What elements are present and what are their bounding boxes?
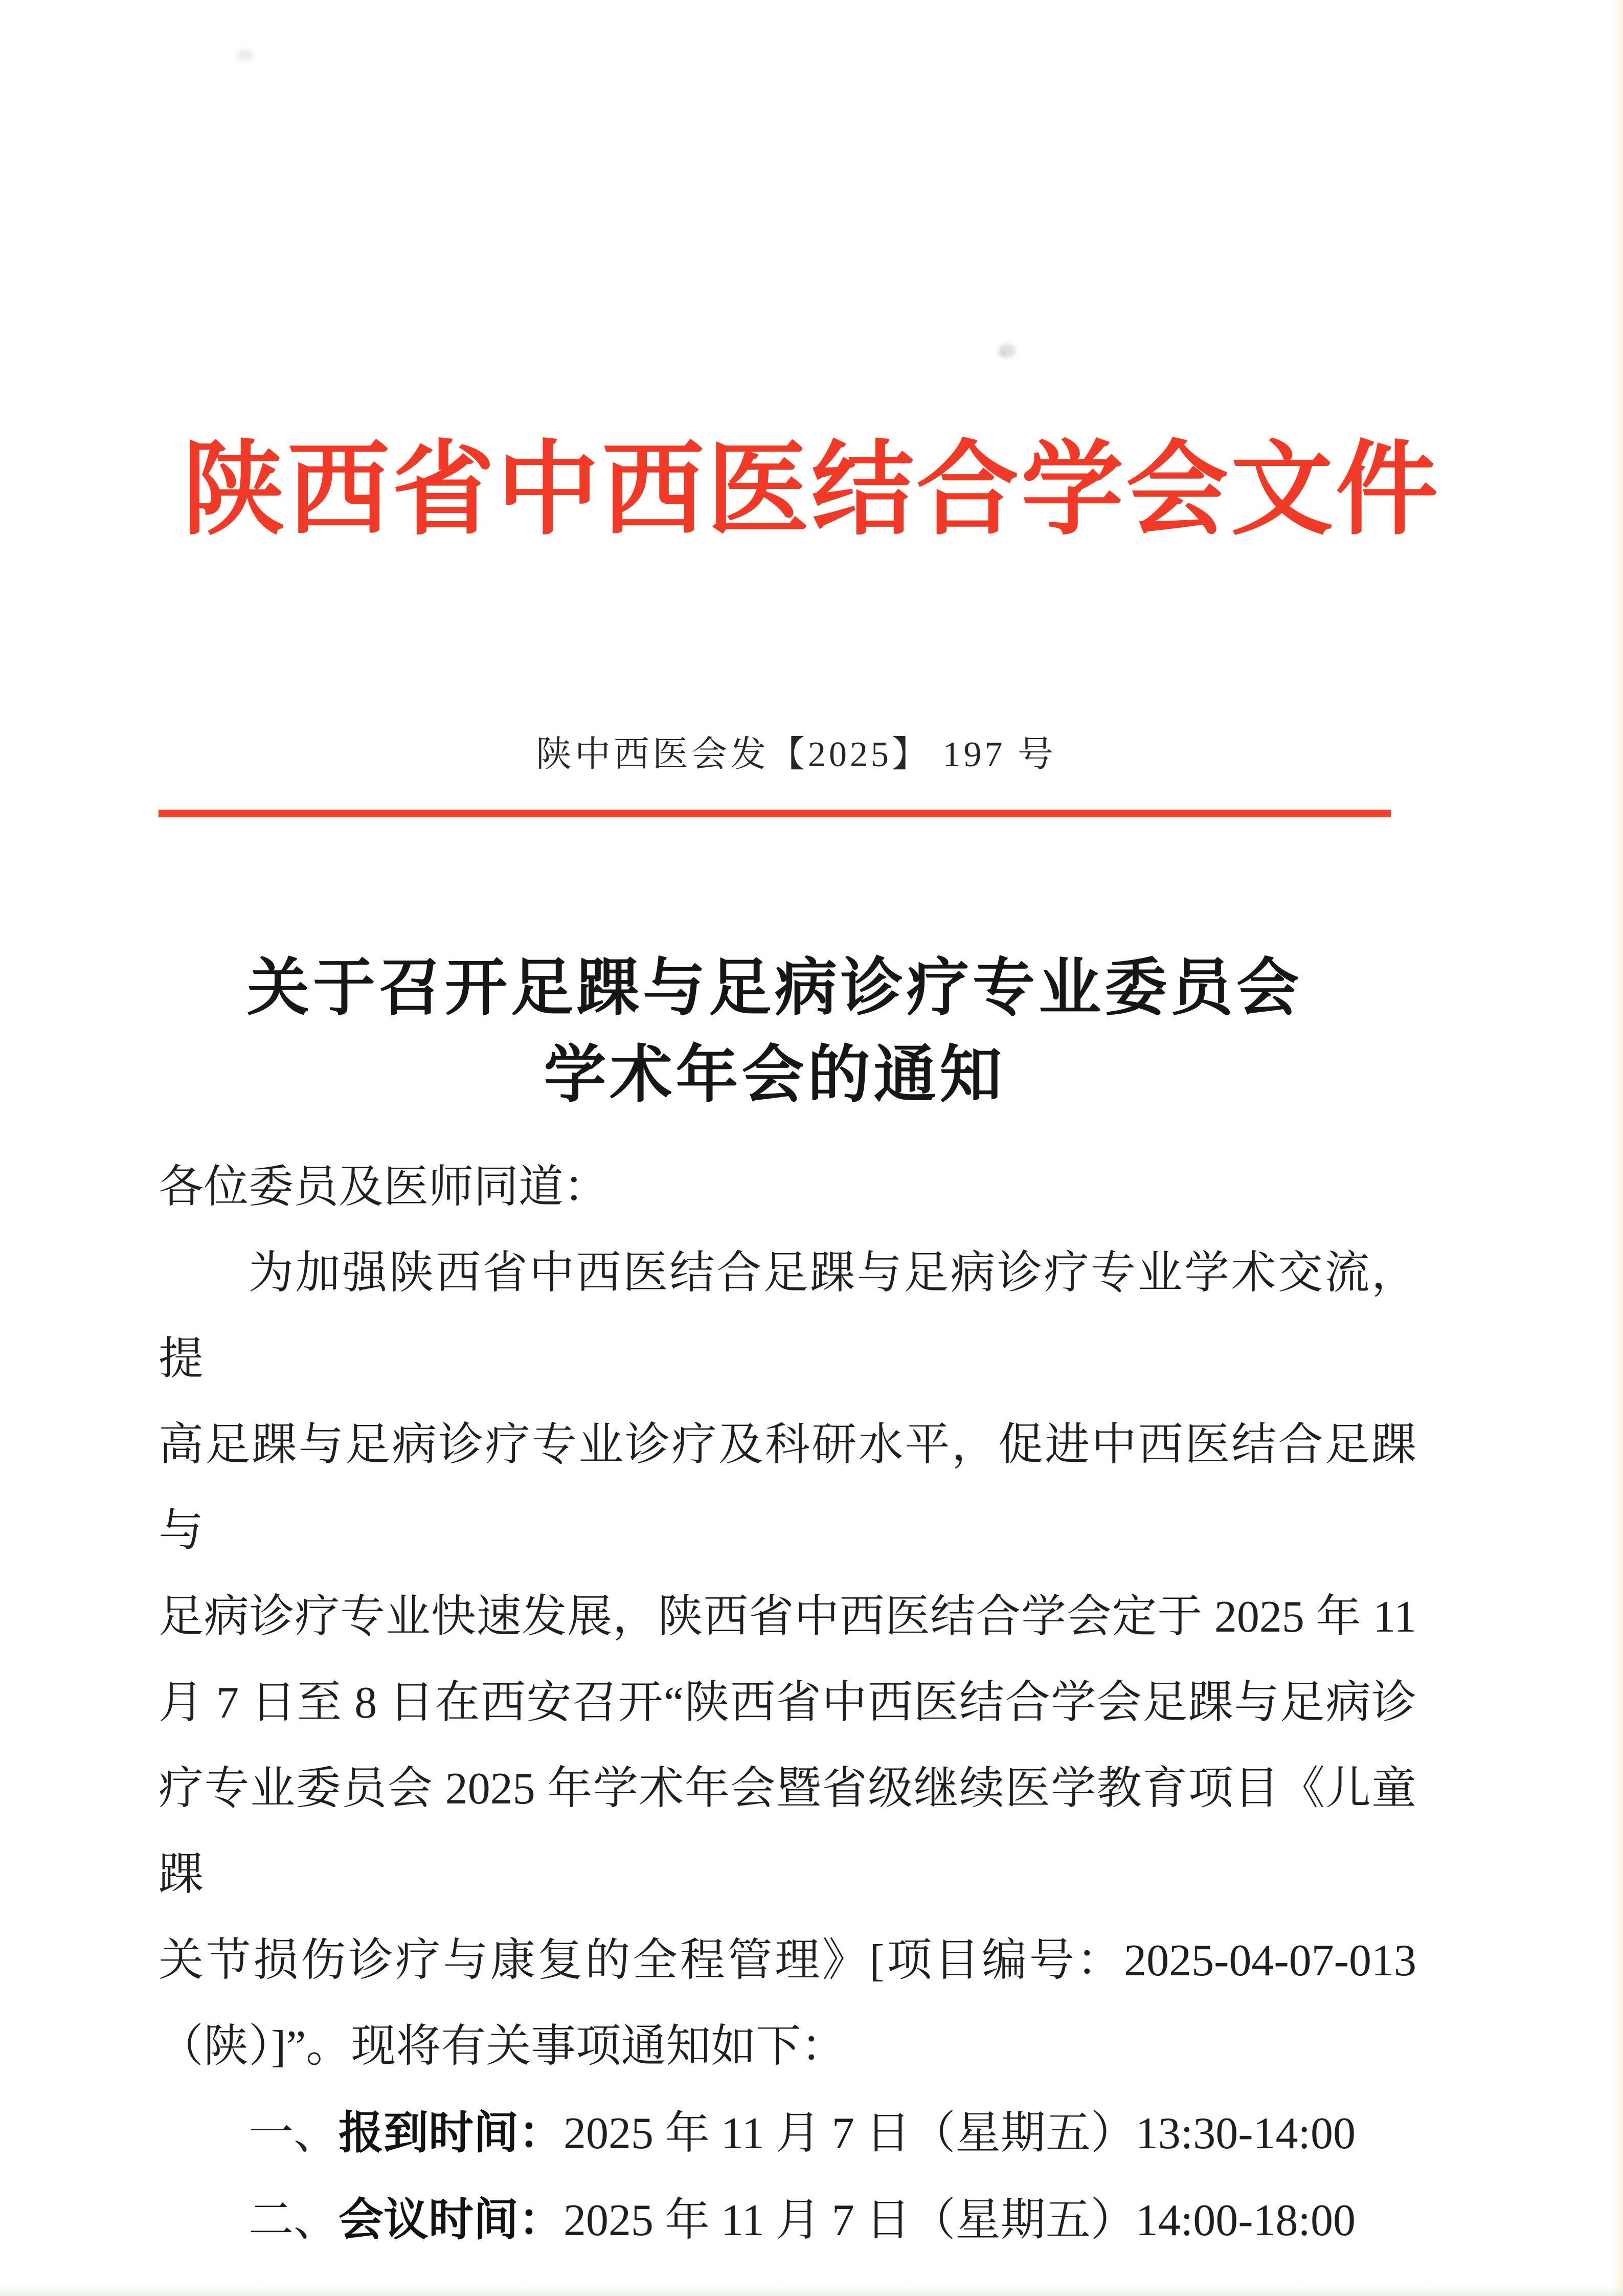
notice-title bbox=[159, 945, 1391, 1119]
item-text: 2025 年 11 月 7 日（星期五）13:30-14:00 bbox=[563, 2109, 1356, 2158]
scan-smudge-top-left bbox=[236, 49, 254, 61]
item-prefix: 二、 bbox=[249, 2196, 339, 2245]
paragraph-line: 高足踝与足病诊疗专业诊疗及科研水平，促进中西医结合足踝与 bbox=[159, 1420, 1416, 1556]
paragraph-line: 疗专业委员会 2025 年学术年会暨省级继续医学教育项目《儿童踝 bbox=[159, 1764, 1416, 1900]
scan-edge-right bbox=[1612, 0, 1623, 2296]
paragraph-line: 月 7 日至 8 日在西安召开“陕西省中西医结合学会足踝与足病诊 bbox=[159, 1678, 1416, 1728]
scan-edge-bottom bbox=[0, 2286, 1623, 2296]
notice-body bbox=[159, 1145, 1416, 2264]
red-divider-line bbox=[159, 810, 1391, 817]
item-label: 报到时间： bbox=[339, 2107, 564, 2158]
doc-number: 陕中西医会发【2025】 197 号 bbox=[536, 735, 1056, 774]
salutation: 各位委员及医师同道： bbox=[159, 1163, 609, 1212]
paragraph-line: 足病诊疗专业快速发展，陕西省中西医结合学会定于 2025 年 11 bbox=[159, 1592, 1416, 1642]
item-text: 2025 年 11 月 7 日（星期五）14:00-18:00 bbox=[563, 2196, 1356, 2245]
letterhead-title: 陕西省中西医结合学会文件 bbox=[182, 434, 1440, 547]
agenda-item-meeting-time bbox=[159, 2177, 1416, 2264]
notice-title-line-2: 学术年会的通知 bbox=[544, 1041, 1006, 1110]
item-prefix: 一、 bbox=[249, 2109, 339, 2158]
paragraph-line: 为加强陕西省中西医结合足踝与足病诊疗专业学术交流，提 bbox=[159, 1249, 1416, 1384]
paragraph-line: （陕）]”。现将有关事项通知如下： bbox=[159, 2022, 846, 2071]
paragraph-line: 关节损伤诊疗与康复的全程管理》[项目编号：2025-04-07-013 bbox=[159, 1936, 1416, 1986]
item-label: 会议时间： bbox=[339, 2194, 564, 2245]
agenda-item-registration bbox=[159, 2090, 1416, 2177]
scan-smudge-upper-middle bbox=[998, 344, 1016, 358]
notice-title-line-1: 关于召开足踝与足病诊疗专业委员会 bbox=[247, 954, 1302, 1023]
